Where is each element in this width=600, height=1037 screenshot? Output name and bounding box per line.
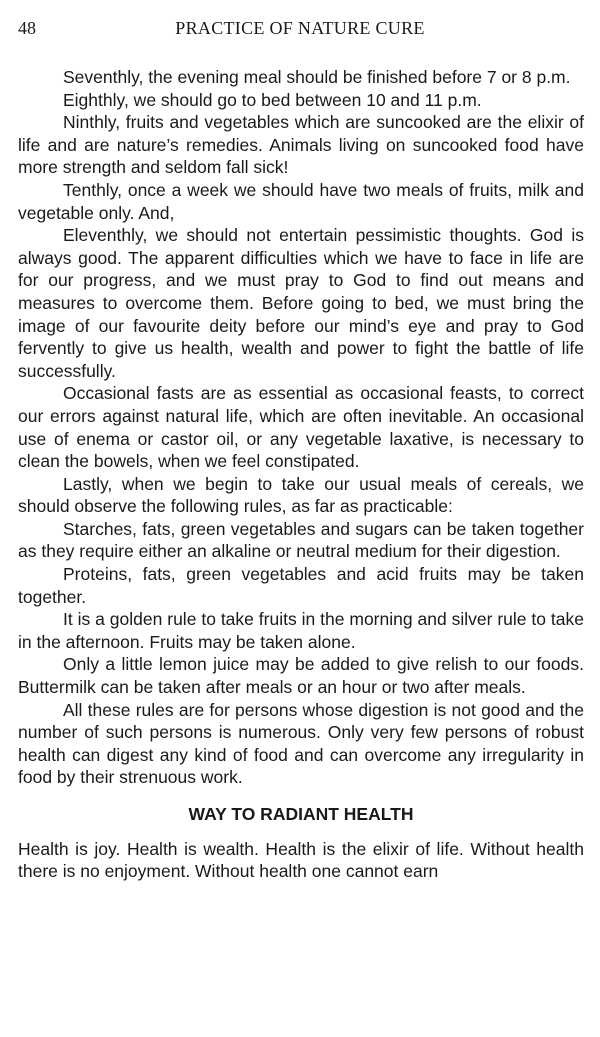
paragraph-lemon-juice: Only a little lemon juice may be added to give relish to our foods. Buttermilk can be taken after meals or an hour or two after meals.	[18, 654, 584, 698]
paragraph-ninthly: Ninthly, fruits and vegetables which are suncooked are the elixir of life and are nature’s remedies. Animals living on suncooked food have more strength and seldom fall sick!	[18, 112, 584, 178]
paragraph-proteins: Proteins, fats, green vegetables and acid fruits may be taken together.	[18, 564, 584, 607]
paragraph-lastly: Lastly, when we begin to take our usual meals of cereals, we should observe the following rules, as far as practicable:	[18, 473, 584, 517]
page-header	[18, 18, 582, 42]
paragraph-starches: Starches, fats, green vegetables and sugars can be taken together as they require either an alkaline or neutral medium for their digestion.	[18, 518, 584, 562]
page-number: 48	[18, 18, 36, 38]
paragraph-health-is-joy: Health is joy. Health is wealth. Health is the elixir of life. Without health there is no enjoyment. Without health one cannot earn	[18, 838, 584, 882]
paragraph-occasional-fasts: Occasional fasts are as essential as occasional feasts, to correct our errors against natural life, which are often inevitable. An occasional use of enema or castor oil, or any vegetable laxative, is necessary to clean the bowels, when we feel constipated.	[18, 383, 584, 472]
paragraph-all-these-rules: All these rules are for persons whose digestion is not good and the number of such persons is numerous. Only very few persons of robust health can digest any kind of food and can overcome any irregularity in food by their strenuous work.	[18, 699, 584, 788]
section-heading: WAY TO RADIANT HEALTH	[188, 804, 414, 824]
paragraph-eleventhly: Eleventhly, we should not entertain pessimistic thoughts. God is always good. The apparent difficulties which we have to face in life are for our progress, and we must pray to God to find out means and measures to overcome them. Before going to bed, we must bring the image of our favourite deity before our mind’s eye and pray to God fervently to give us health, wealth and power to fight the battle of life successfully.	[18, 225, 584, 381]
body-text	[18, 66, 584, 883]
paragraph-golden-rule: It is a golden rule to take fruits in the morning and silver rule to take in the afternoon. Fruits may be taken alone.	[18, 609, 584, 652]
running-title: PRACTICE OF NATURE CURE	[175, 18, 425, 38]
paragraph-eighthly: Eighthly, we should go to bed between 10 and 11 p.m.	[63, 89, 482, 110]
paragraph-tenthly: Tenthly, once a week we should have two meals of fruits, milk and vegetable only. And,	[18, 179, 584, 223]
paragraph-seventhly: Seventhly, the evening meal should be finished before 7 or 8 p.m.	[63, 67, 571, 87]
